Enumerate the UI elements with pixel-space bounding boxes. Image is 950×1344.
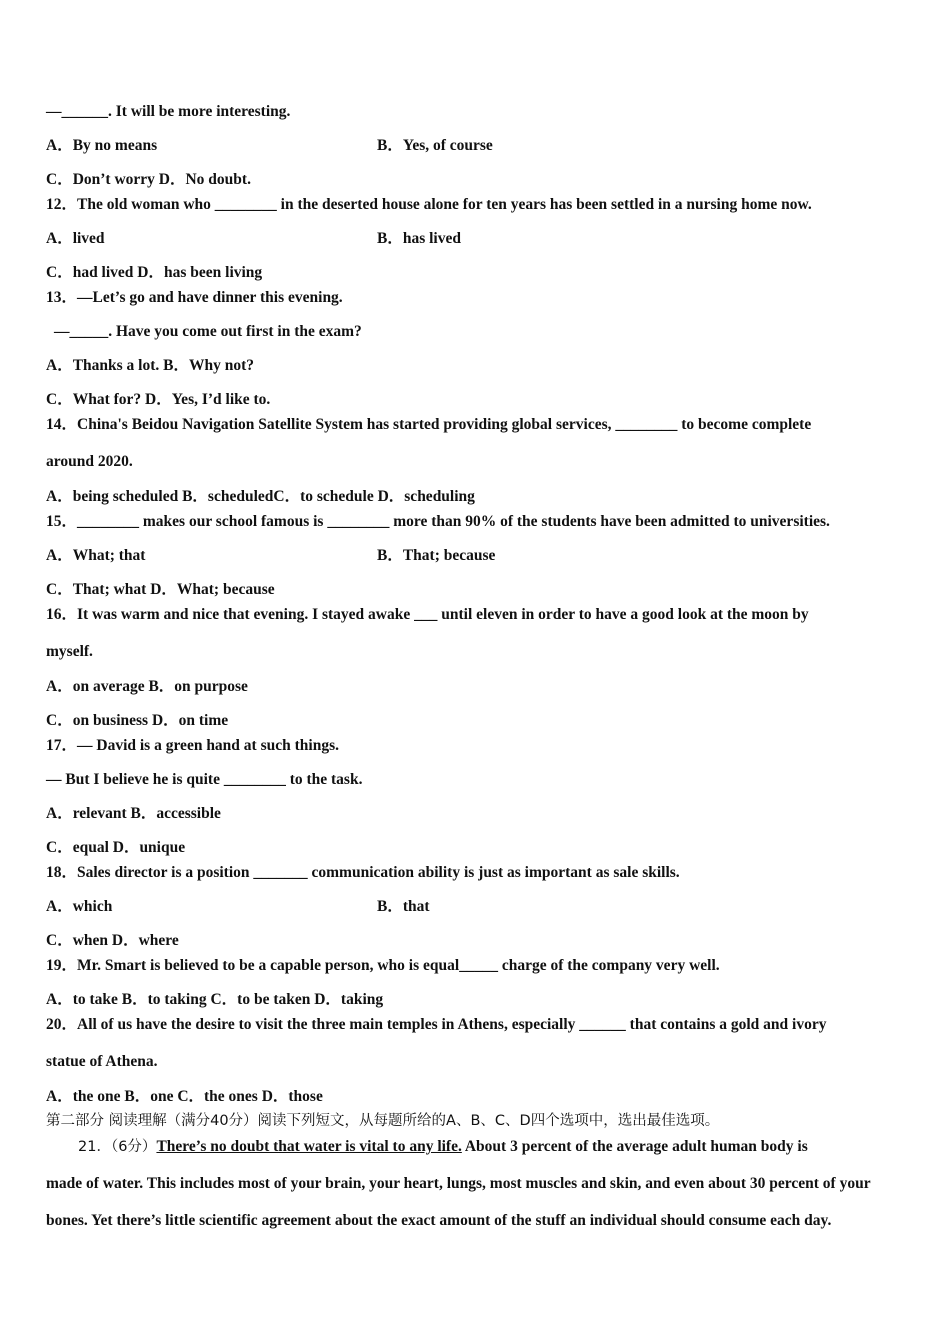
q16-options-ab: A．on average B．on purpose — [46, 678, 248, 695]
q18-stem: 18．Sales director is a position _______ communication ability is just as important as sale skills. — [46, 864, 680, 881]
q14-stem: 14．China's Beidou Navigation Satellite System has started providing global services, ________ to become complete — [46, 416, 812, 433]
q15-option-b: B．That; because — [377, 547, 496, 564]
q11-option-b: B．Yes, of course — [377, 137, 493, 154]
q13-reply: —_____. Have you come out first in the exam? — [54, 323, 362, 340]
q14-options — [46, 488, 475, 506]
q11-option-a: A．By no means — [46, 137, 158, 154]
q12-option-b: B．has lived — [377, 230, 461, 247]
q13-options-ab: A．Thanks a lot. B．Why not? — [46, 357, 255, 374]
q14-options-cd: C．to schedule D．scheduling — [273, 488, 475, 505]
q17-options-cd: C．equal D．unique — [46, 839, 186, 856]
q21-number: 21．（6分） — [78, 1139, 157, 1155]
q12-stem: 12．The old woman who ________ in the deserted house alone for ten years has been settled in a nursing home now. — [46, 196, 812, 213]
q18-option-b: B．that — [377, 898, 430, 915]
passage-first-line — [78, 1138, 808, 1156]
q20-stem-continued: statue of Athena. — [46, 1053, 158, 1070]
q15-options-cd: C．That; what D．What; because — [46, 581, 275, 598]
passage-line-3: bones. Yet there’s little scientific agreement about the exact amount of the stuff an individual should consume each day. — [46, 1212, 832, 1229]
q16-options-cd: C．on business D．on time — [46, 712, 229, 729]
q20-stem: 20．All of us have the desire to visit the three main temples in Athens, especially ______ that contains a gold and ivory — [46, 1016, 827, 1033]
q17-reply: — But I believe he is quite ________ to the task. — [46, 771, 363, 788]
q12-options-cd: C．had lived D．has been living — [46, 264, 263, 281]
passage-underlined-sentence: There’s no doubt that water is vital to any life. — [156, 1138, 462, 1155]
passage-line-2: made of water. This includes most of your brain, your heart, lungs, most muscles and skin, and even about 30 percent of your — [46, 1175, 871, 1192]
passage-line-1-tail: About 3 percent of the average adult human body is — [461, 1138, 808, 1155]
q17-options-ab: A．relevant B．accessible — [46, 805, 221, 822]
q12-option-a: A．lived — [46, 230, 105, 247]
q11-reply: —______. It will be more interesting. — [46, 103, 291, 120]
section-heading: 第二部分 阅读理解（满分40分）阅读下列短文，从每题所给的A、B、C、D四个选项中，选出最佳选项。 — [46, 1113, 720, 1129]
q18-options-cd: C．when D．where — [46, 932, 179, 949]
q15-option-a: A．What; that — [46, 547, 146, 564]
q15-stem: 15．________ makes our school famous is ________ more than 90% of the students have been admitted to universities. — [46, 513, 830, 530]
q17-stem: 17．— David is a green hand at such things. — [46, 737, 339, 754]
q20-options: A．the one B．one C．the ones D．those — [46, 1088, 323, 1105]
q13-options-cd: C．What for? D．Yes, I’d like to. — [46, 391, 271, 408]
q18-option-a: A．which — [46, 898, 113, 915]
q16-stem: 16．It was warm and nice that evening. I stayed awake ___ until eleven in order to have a good look at the moon by — [46, 606, 809, 623]
q14-stem-continued: around 2020. — [46, 453, 133, 470]
q19-stem: 19．Mr. Smart is believed to be a capable person, who is equal_____ charge of the company very well. — [46, 957, 720, 974]
q14-options-ab: A．being scheduled B．scheduled — [46, 488, 274, 505]
q13-stem: 13．—Let’s go and have dinner this evening. — [46, 289, 343, 306]
q19-options: A．to take B．to taking C．to be taken D．taking — [46, 991, 384, 1008]
q16-stem-continued: myself. — [46, 643, 93, 660]
q11-options-cd: C．Don’t worry D．No doubt. — [46, 171, 251, 188]
